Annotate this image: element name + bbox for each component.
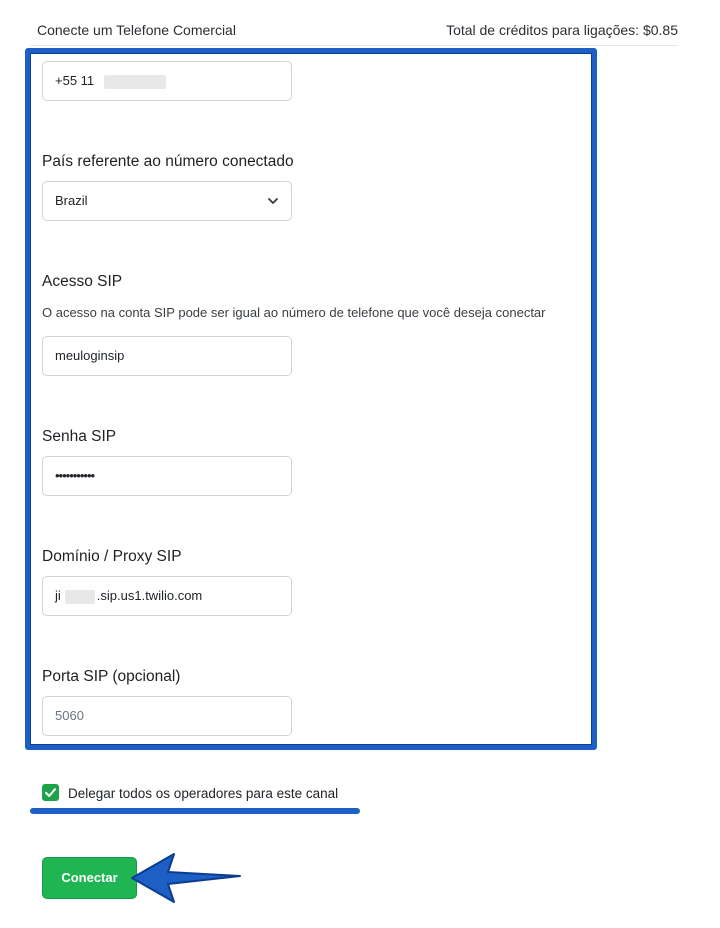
sip-domain-suffix: .sip.us1.twilio.com xyxy=(96,588,203,603)
country-select[interactable] xyxy=(42,181,292,221)
call-credits-total: Total de créditos para ligações: $0.85 xyxy=(446,22,678,38)
sip-access-help: O acesso na conta SIP pode ser igual ao número de telefone que você deseja conectar xyxy=(42,305,546,320)
phone-number-input[interactable] xyxy=(42,61,292,101)
sip-password-value: ••••••••••• xyxy=(55,468,95,483)
sip-domain-label: Domínio / Proxy SIP xyxy=(42,548,182,565)
sip-port-input[interactable] xyxy=(42,696,292,736)
header xyxy=(30,14,678,46)
sip-access-label: Acesso SIP xyxy=(42,273,123,290)
delegate-operators-label[interactable]: Delegar todos os operadores para este canal xyxy=(68,786,339,801)
country-selected-value: Brazil xyxy=(55,193,88,208)
sip-access-value: meuloginsip xyxy=(55,348,125,363)
sip-port-placeholder: 5060 xyxy=(55,708,84,723)
page-title: Conecte um Telefone Comercial xyxy=(37,22,236,38)
chevron-down-icon xyxy=(267,196,279,206)
redacted-digits xyxy=(104,75,166,89)
sip-port-label: Porta SIP (opcional) xyxy=(42,668,181,685)
sip-access-input[interactable] xyxy=(42,336,292,376)
phone-number-value: +55 11 xyxy=(55,73,95,88)
country-label: País referente ao número conectado xyxy=(42,153,294,170)
redacted-subdomain xyxy=(65,590,95,604)
connect-button[interactable]: Conectar xyxy=(42,857,137,899)
annotation-arrow-icon xyxy=(128,852,244,906)
sip-domain-input[interactable] xyxy=(42,576,292,616)
annotation-underline xyxy=(30,808,360,814)
sip-password-label: Senha SIP xyxy=(42,428,117,445)
sip-password-input[interactable] xyxy=(42,456,292,496)
sip-domain-prefix: ji xyxy=(55,588,61,603)
checkmark-icon xyxy=(44,786,57,799)
delegate-operators-checkbox[interactable] xyxy=(42,784,59,801)
